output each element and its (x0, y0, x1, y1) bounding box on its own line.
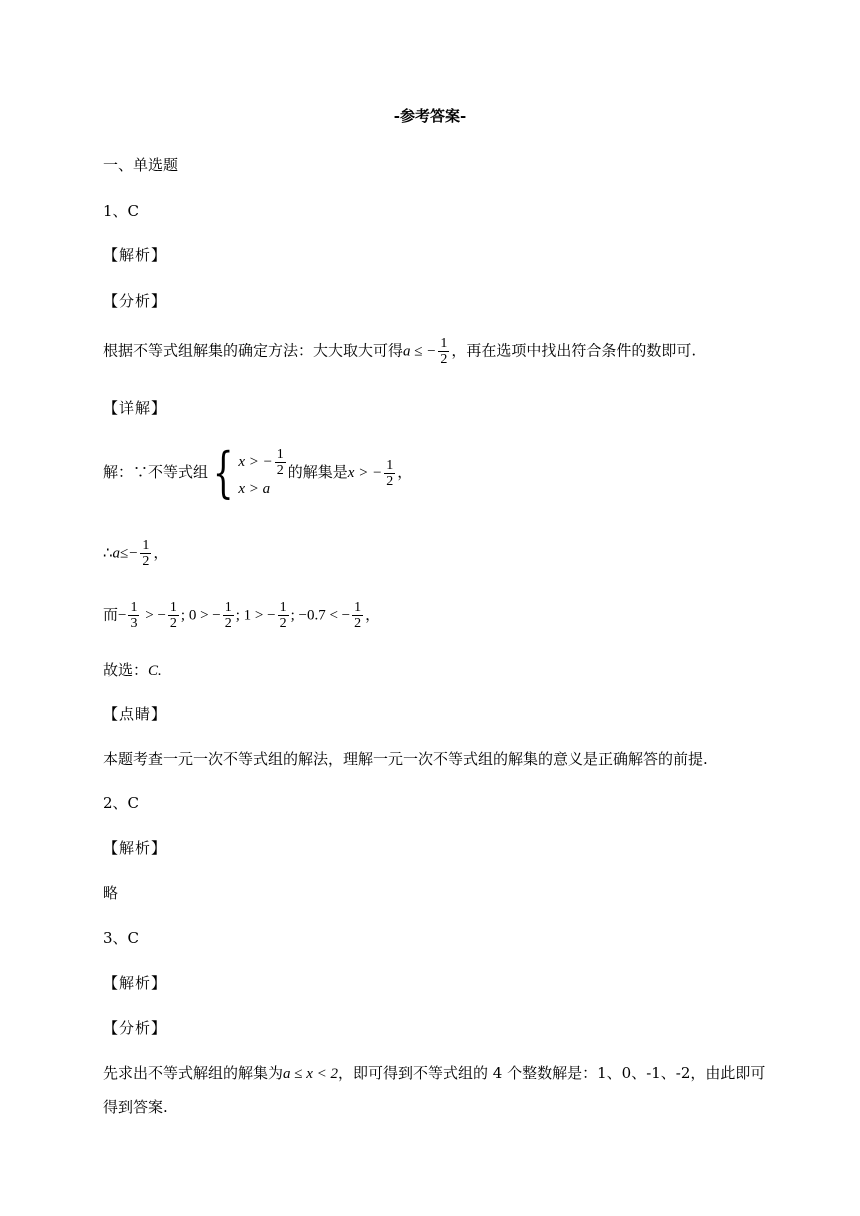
q3-jiexi-label: 【解析】 (103, 974, 168, 992)
q3-expr: a ≤ x < 2 (283, 1066, 339, 1082)
q3-analysis-line-1: 先求出不等式解组的解集为a ≤ x < 2，即可得到不等式组的 4 个整数解是：1、0、-1、-2，由此即可 (103, 1064, 766, 1082)
fraction-half: $\frac{1}{2}$ (169, 600, 177, 631)
fraction-half: $\frac{1}{2}$ (354, 600, 362, 631)
section-heading: 一、单选题 (103, 156, 179, 174)
analysis-text-pre: 根据不等式组解集的确定方法：大大取大可得 (103, 341, 404, 360)
q1-solution-line (103, 441, 413, 504)
q1-answer-line: 故选：C. (103, 661, 162, 679)
analysis-text-post: ，再在选项中找出符合条件的数即可. (451, 341, 697, 360)
system-row-1: x > − $\frac{1}{2}$ (238, 446, 284, 478)
solution-text-pre: 解：∵不等式组 (103, 463, 209, 481)
q1-comment: 本题考查一元一次不等式组的解法，理解一元一次不等式组的解集的意义是正确解答的前提. (103, 750, 708, 768)
q2-body: 略 (103, 884, 119, 902)
fraction-third: $\frac{1}{3}$ (130, 600, 138, 631)
q1-therefore-line: ∴a≤− $\frac{1}{2}$ ， (103, 538, 169, 569)
fraction-half: $\frac{1}{2}$ (224, 600, 232, 631)
answer-letter: C. (148, 663, 162, 679)
q3-fenxi-label: 【分析】 (103, 1019, 168, 1037)
q1-dianjing-label: 【点睛】 (103, 705, 168, 723)
q1-analysis-line (103, 336, 696, 367)
fraction-half: $\frac{1}{2}$ (440, 336, 448, 367)
fraction-half: $\frac{1}{2}$ (386, 457, 394, 489)
analysis-expr: a ≤ − (403, 343, 437, 360)
solution-expr: x > − (347, 465, 383, 481)
system-row-2: x > a (238, 480, 271, 497)
left-brace: { (212, 441, 234, 504)
solution-text-mid: 的解集是 (287, 463, 348, 481)
q1-heading: 1、C (103, 202, 140, 220)
q2-heading: 2、C (103, 794, 140, 812)
q1-fenxi-label: 【分析】 (103, 292, 168, 310)
q1-jiexi-label: 【解析】 (103, 246, 168, 264)
q3-analysis-line-2: 得到答案. (103, 1098, 168, 1116)
therefore-expr: a≤− (112, 545, 139, 562)
fraction-half: $\frac{1}{2}$ (279, 600, 287, 631)
q1-compare-line: 而− $\frac{1}{3}$ > − $\frac{1}{2}$ ; 0 > − $\frac{1}{2}$ ; 1 > − $\frac{1}{2}$ ; −0.7 < − $\frac{1}{2}$ ， (103, 600, 381, 631)
q1-xiangjie-label: 【详解】 (103, 399, 168, 417)
therefore-symbol: ∴ (103, 543, 113, 562)
fraction-half: $\frac{1}{2}$ (142, 538, 150, 569)
solution-text-post: ， (397, 463, 413, 481)
page-title: -参考答案- (393, 107, 467, 125)
inequality-system (208, 441, 288, 504)
q2-jiexi-label: 【解析】 (103, 839, 168, 857)
fraction-half: $\frac{1}{2}$ (276, 446, 284, 478)
q3-heading: 3、C (103, 929, 140, 947)
